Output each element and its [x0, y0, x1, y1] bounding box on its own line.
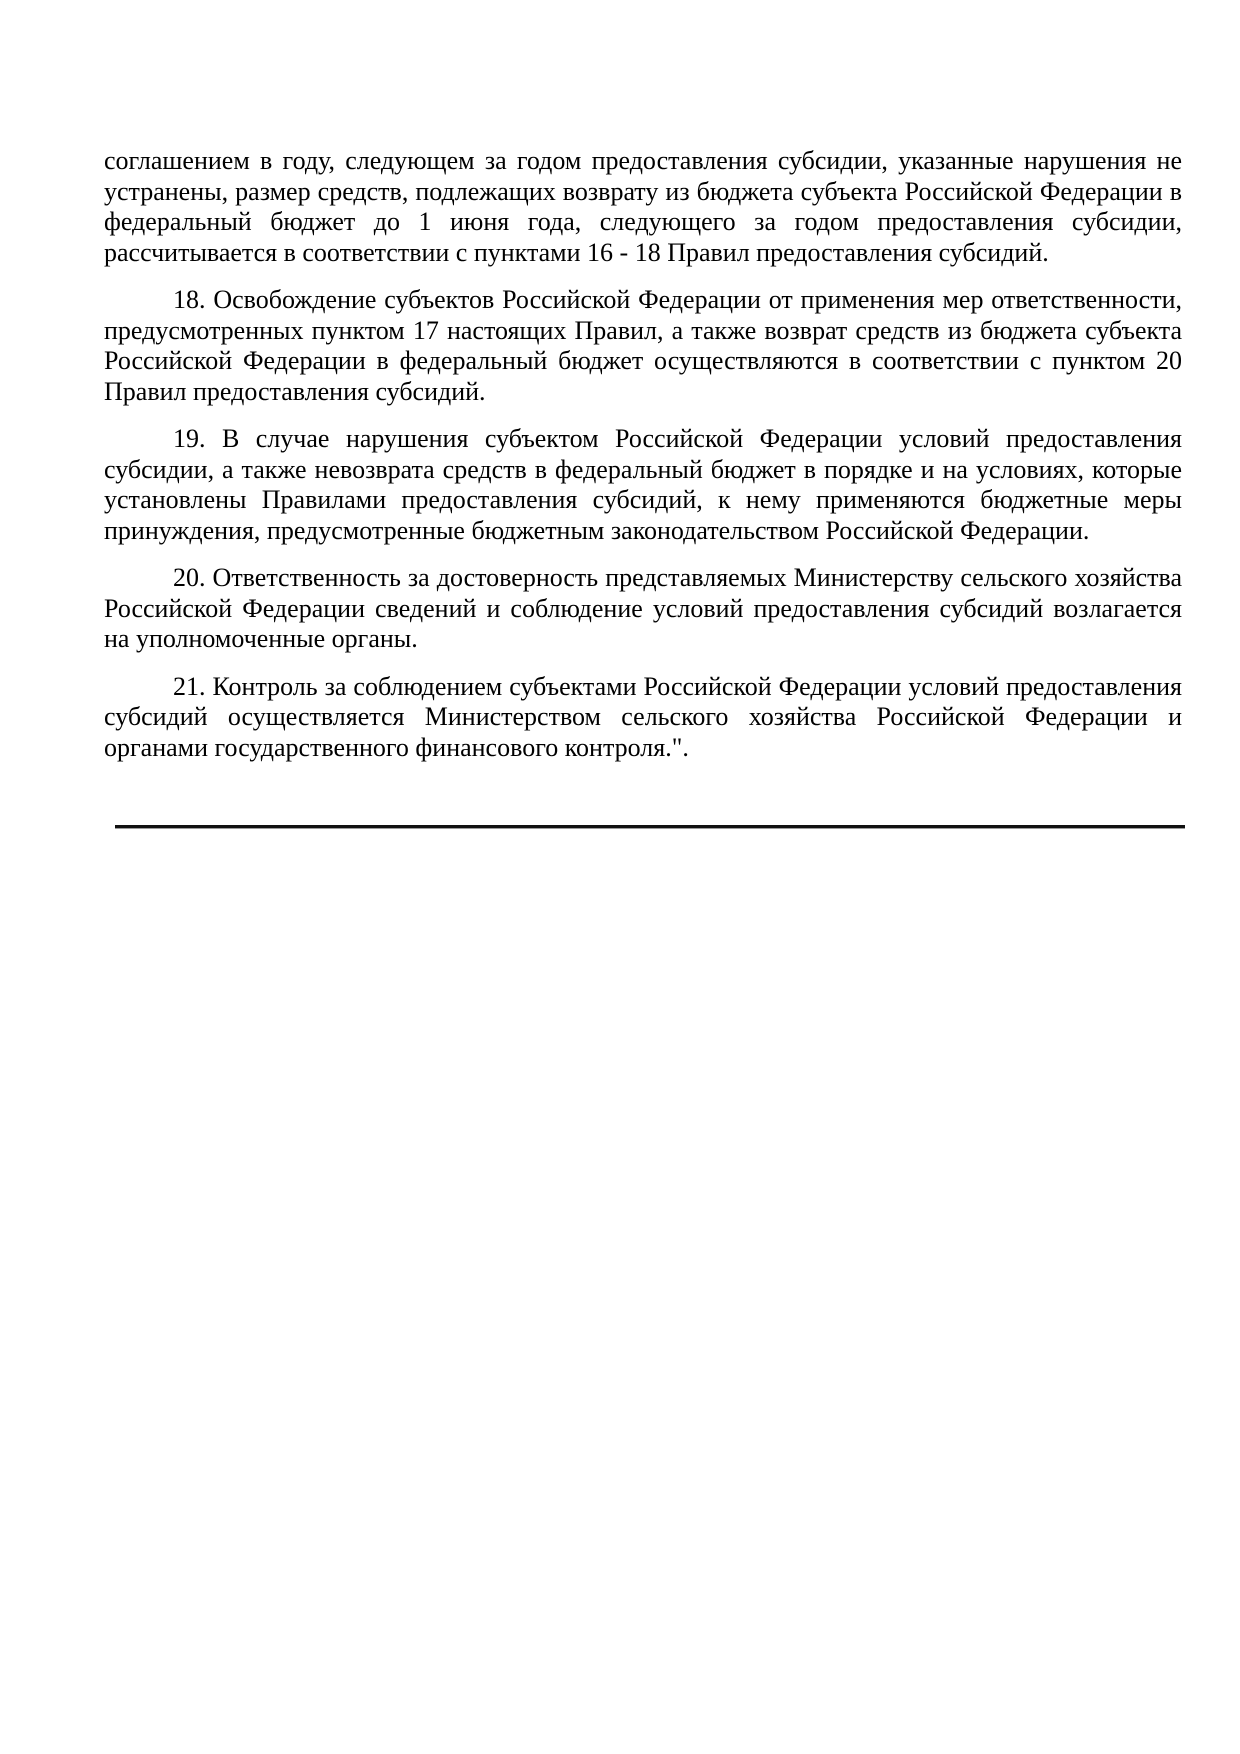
text-block [104, 146, 1182, 763]
paragraph-continuation: соглашением в году, следующем за годом предоставления субсидии, указанные нарушения не устранены, размер средств, подлежащих возврату из бюджета субъекта Российской Федерации в федеральный бюджет до 1 июня года, следующего за годом предоставления субсидии, рассчитывается в соответствии с пунктами 16 - 18 Правил предоставления субсидий. [104, 146, 1182, 267]
footnote-separator-rule [115, 825, 1185, 829]
paragraph-18: 18. Освобождение субъектов Российской Федерации от применения мер ответственности, предусмотренных пунктом 17 настоящих Правил, а также возврат средств из бюджета субъекта Российской Федерации в федеральный бюджет осуществляются в соответствии с пунктом 20 Правил предоставления субсидий. [104, 285, 1182, 406]
paragraph-19: 19. В случае нарушения субъектом Российской Федерации условий предоставления субсидии, а также невозврата средств в федеральный бюджет в порядке и на условиях, которые установлены Правилами предоставления субсидий, к нему применяются бюджетные меры принуждения, предусмотренные бюджетным законодательством Российской Федерации. [104, 424, 1182, 545]
paragraph-20: 20. Ответственность за достоверность представляемых Министерству сельского хозяйства Российской Федерации сведений и соблюдение условий предоставления субсидий возлагается на уполномоченные органы. [104, 563, 1182, 653]
paragraph-21: 21. Контроль за соблюдением субъектами Российской Федерации условий предоставления субсидий осуществляется Министерством сельского хозяйства Российской Федерации и органами государственного финансового контроля.". [104, 671, 1182, 762]
